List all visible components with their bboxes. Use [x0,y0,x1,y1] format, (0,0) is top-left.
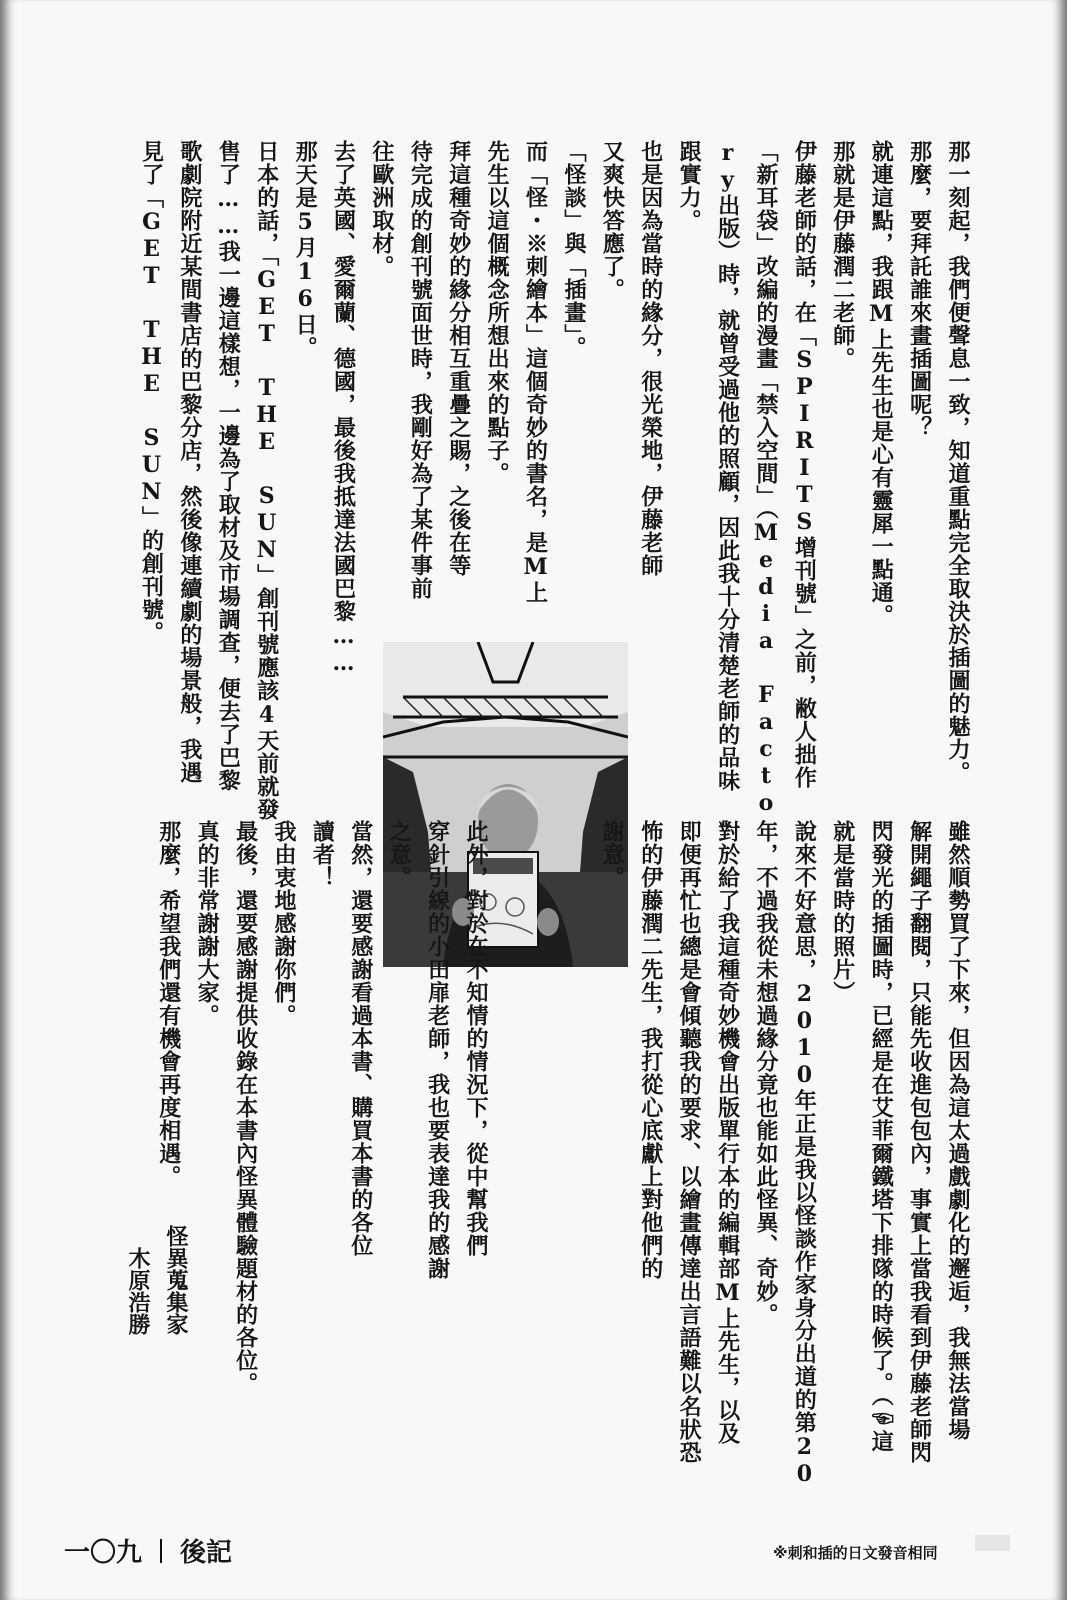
paragraph: 日本的話，「GET THE SUN」創刊號應該4天前就發 [253,140,280,821]
paragraph: 雖然順勢買了下來，但因為這太過戲劇化的邂逅，我無法當場 [945,820,971,1441]
paragraph: 說來不好意思，2010年正是我以怪談作家身分出道的第20 [791,820,818,1488]
section-title: 後記 [180,1538,233,1568]
paragraph: 「怪談」與「插畫」。 [560,140,587,359]
paragraph: 謝意。 [599,820,626,889]
paragraph: 即便再忙也總是會傾聽我的要求、以繪畫傳達出言語難以名狀恐 [676,820,703,1464]
paragraph: 那一刻起，我們便聲息一致，知道重點完全取決於插圖的魅力。 [945,140,971,784]
paragraph: 閃發光的插圖時，已經是在艾菲爾鐵塔下排隊的時候了。（☜這 [868,820,895,1453]
paragraph: 那麼，要拜託誰來畫插圖呢？ [906,140,933,439]
paragraph: 跟實力。 [676,140,703,232]
paragraph: 那麼，希望我們還有機會再度相遇。 [155,820,182,1188]
footnote: ※刺和插的日文發音相同 [773,1544,938,1562]
paragraph: 那天是5月16日。 [292,140,319,359]
paragraph: ry出版）時，就曾受過他的照顧，因此我十分清楚老師的品味 [714,140,741,792]
author-title: 怪異蒐集家 [163,1225,189,1335]
paragraph: 怖的伊藤潤二先生，我打從心底獻上對他們的 [637,820,664,1280]
paragraph: 伊藤老師的話，在「SPIRITS增刊號」之前，敝人拙作 [791,140,818,789]
paragraph: 去了英國、愛爾蘭、德國，最後我抵達法國巴黎…… [330,140,357,677]
page-number: 一〇九 [64,1538,143,1568]
paragraph: 穿針引線的小田扉老師，我也要表達我的感謝 [424,820,451,1280]
paragraph: 解開繩子翻閱，只能先收進包包內，事實上當我看到伊藤老師閃 [906,820,933,1464]
paragraph: 真的非常謝謝大家。 [194,820,221,1027]
paragraph: 那就是伊藤潤二老師。 [829,140,856,370]
paragraph: 又爽快答應了。 [599,140,626,301]
paragraph: 歌劇院附近某間書店的巴黎分店，然後像連續劇的場景般，我遇 [176,140,203,784]
paragraph: 我由衷地感謝你們。 [270,820,297,1027]
paragraph: 讀者！ [309,820,336,889]
paragraph: 見了「GET THE SUN」的創刊號。 [138,140,165,644]
paragraph: 就連這點，我跟M上先生也是心有靈犀一點通。 [868,140,895,627]
author-name: 木原浩勝 [125,1247,151,1335]
paragraph: 先生以這個概念所想出來的點子。 [484,140,511,485]
paragraph: 就是當時的照片） [829,820,856,1004]
scan-mark [975,1535,1010,1551]
paragraph: 最後，還要感謝提供收錄在本書內怪異體驗題材的各位。 [232,820,259,1395]
lower-right-text-block [599,820,977,1488]
paragraph: 待完成的創刊號面世時，我剛好為了某件事前 [407,140,434,600]
paragraph: 「新耳袋」改編的漫畫「禁入空間」（Media Facto [752,140,779,817]
paragraph: 當然，還要感謝看過本書、購買本書的各位 [347,820,374,1257]
paragraph: 年，不過我從未想過緣分竟也能如此怪異、奇妙。 [752,820,779,1326]
author-signature [125,1225,195,1475]
footer-divider [160,1539,162,1563]
paragraph: 拜這種奇妙的緣分相互重疊之賜，之後在等 [445,140,472,577]
paragraph: 此外，對於在不知情的情況下，從中幫我們 [463,820,489,1257]
page-footer [64,1532,232,1569]
paragraph: 往歐洲取材。 [368,140,395,278]
paragraph: 售了……我一邊這樣想，一邊為了取材及市場調查，便去了巴黎 [215,140,242,792]
paragraph: 也是因為當時的緣分，很光榮地，伊藤老師 [637,140,664,577]
paragraph: 而「怪・※刺繪本」這個奇妙的書名，是M上 [522,140,549,604]
paragraph: 對於給了我這種奇妙機會出版單行本的編輯部M上先生，以及 [714,820,741,1445]
paragraph: 之意。 [386,820,413,889]
